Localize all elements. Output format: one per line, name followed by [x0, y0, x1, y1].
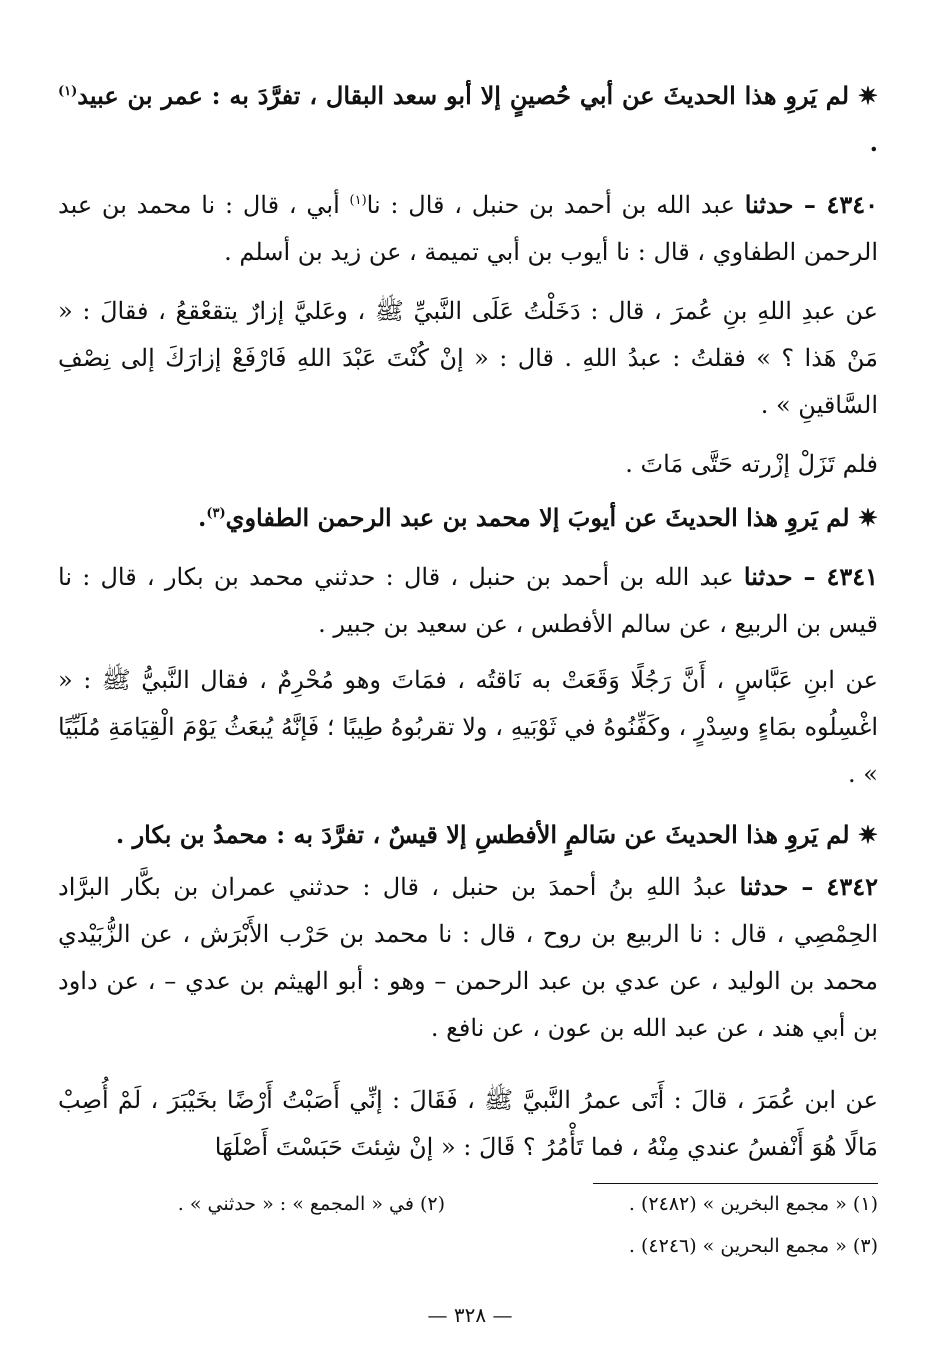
star-icon: ✷ — [857, 81, 879, 110]
hadith-4341-chain: ٤٣٤١ – حدثنا عبد الله بن أحمد بن حنبل ، قال : حدثني محمد بن بكار ، قال : نا قيس بن الربيع ، عن سالم الأفطس ، عن سعيد بن جبير . — [58, 562, 878, 638]
hadith-number: ٤٣٤٠ – حدثنا — [744, 190, 878, 219]
star-icon: ✷ — [857, 503, 878, 532]
footnote-ref: (٣) — [206, 506, 226, 521]
star-icon: ✷ — [857, 820, 878, 849]
hadith-4340-remark: فلم تَزَلْ إزْرته حَتَّى مَاتَ . — [625, 450, 878, 478]
footnote-ref: (١) — [58, 84, 78, 99]
footnote-2: (٢) في « المجمع » : « حدثني » . — [177, 1193, 445, 1215]
hadith-4342-chain: ٤٣٤٢ – حدثنا عبدُ اللهِ بنُ أحمدَ بن حنبل ، قال : حدثني عمران بن بكَّار البرَّاد الحِمْصِي ، قال : نا الربيع بن روح ، قال : نا محمد بن حَرْب الأَبْرَش ، عن الزُّبَيْدي محمد بن الوليد ، عن عدي بن عبد الرحمن – وهو : أبو الهيثم بن عدي – ، عن داود بن أبي هند ، عن عبد الله بن عون ، عن نافع . — [58, 872, 878, 1042]
footnote-1: (١) « مجمع البخرين » (٢٤٨٢) . — [628, 1193, 878, 1215]
hadith-4342-text: عن ابن عُمَرَ ، قالَ : أَتَى عمرُ النَّبيَّ ﷺ ، فَقَالَ : إنِّي أَصَبْتُ أَرْضًا بخَيْبَرَ ، لَمْ أُصِبْ مَالًا هُوَ أَنْفسُ عندي مِنْهُ ، فما تَأْمُرُ ؟ قَالَ : « إنْ شِئتَ حَبَسْتَ أَصْلَهَا — [58, 1086, 878, 1161]
narration-note-3: ✷ لم يَروِ هذا الحديثَ عن سَالمٍ الأفطسِ إلا قيسٌ ، تفرَّدَ به : محمدُ بن بكار . — [115, 820, 878, 849]
page-number: — ٣٢٨ — — [427, 1303, 513, 1327]
hadith-4340-chain: ٤٣٤٠ – حدثنا عبد الله بن أحمد بن حنبل ، قال : نا$^{(١)}$ أبي ، قال : نا محمد بن عبد الرحمن الطفاوي ، قال : نا أيوب بن أبي تميمة ، عن زيد بن أسلم . — [58, 190, 878, 266]
hadith-number: ٤٣٤٢ – حدثنا — [739, 872, 878, 901]
footnote-divider — [593, 1183, 878, 1184]
narration-note-1: ✷ لم يَروِ هذا الحديثَ عن أبي حُصينٍ إلا أبو سعد البقال ، تفرَّدَ به : عمر بن عبيد$^{(١)}$ . — [58, 81, 879, 157]
hadith-number: ٤٣٤١ – حدثنا — [743, 562, 878, 591]
hadith-4340-text: عن عبدِ اللهِ بنِ عُمرَ ، قال : دَخَلْتُ عَلَى النَّبيِّ ﷺ ، وعَليَّ إزارٌ يتقعْقعُ ، فقالَ : « مَنْ هَذا ؟ » فقلتُ : عبدُ اللهِ . قال : « إنْ كُنْتَ عَبْدَ اللهِ فَارْفَعْ إزارَكَ إلى نِصْفِ السَّاقينِ » . — [58, 297, 878, 419]
footnote-3: (٣) « مجمع البحرين » (٤٢٤٦) . — [628, 1235, 878, 1257]
narration-note-2: ✷ لم يَروِ هذا الحديثَ عن أيوبَ إلا محمد بن عبد الرحمن الطفاوي$^{(٣)}$. — [198, 503, 878, 532]
footnote-ref: (١) — [349, 193, 367, 208]
hadith-4341-text: عن ابنِ عَبَّاسٍ ، أَنَّ رَجُلًا وَقَعَتْ به نَاقتُه ، فمَاتَ وهو مُحْرِمٌ ، فقال النَّبيُّ ﷺ : « اغْسِلُوه بمَاءٍ وسِدْرٍ ، وكَفِّنُوهُ في ثَوْبَيهِ ، ولا تقربُوهُ طِيبًا ؛ فَإنَّهُ يُبعَثُ يَوْمَ الْقِيَامَةِ مُلَبِّيًا » . — [58, 666, 878, 788]
